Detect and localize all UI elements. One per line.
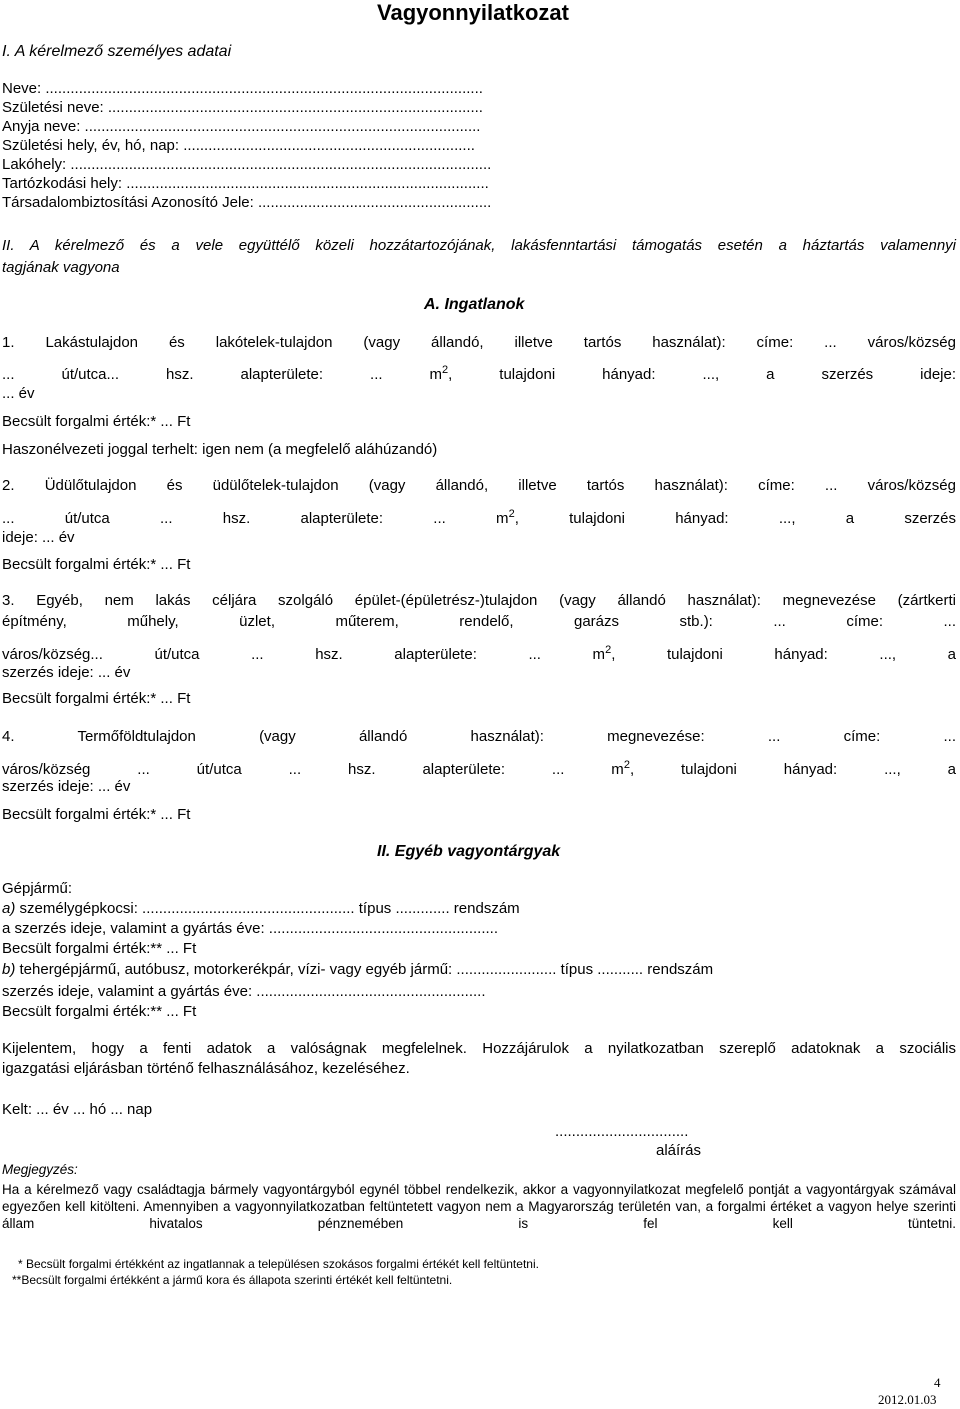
item1-value: Becsült forgalmi érték:* ... Ft: [2, 413, 191, 430]
item3-line2: építmény, műhely, üzlet, műterem, rendelő, garázs stb.): ... címe: ...: [2, 613, 956, 630]
declaration-line1: Kijelentem, hogy a fenti adatok a valóságnak megfelelnek. Hozzájárulok a nyilatkozatban szereplő adatoknak a szociális: [2, 1040, 956, 1057]
item2-line2: ... út/utca ... hsz. alapterülete: ... $m^2$, tulajdoni hányad: ..., a szerzés: [2, 508, 957, 527]
item4-line2: város/község ... út/utca ... hsz. alapterülete: ... $m^2$, tulajdoni hányad: ..., a: [2, 759, 956, 778]
item4-line3: szerzés ideje: ... év: [2, 778, 131, 795]
page-number: 4: [934, 1375, 941, 1390]
item2-value: Becsült forgalmi érték:* ... Ft: [2, 556, 191, 573]
field-temporary-residence: Tartózkodási hely: .......................................................................................: [2, 175, 489, 192]
other-vehicle-line1: b) tehergépjármű, autóbusz, motorkerékpár, vízi- vagy egyéb jármű: ........................ típus ........... rendszám: [2, 961, 714, 978]
section1-heading: I. A kérelmező személyes adatai: [2, 43, 232, 60]
car-value: Becsült forgalmi érték:** ... Ft: [2, 940, 197, 957]
field-mother-name: Anyja neve: ...............................................................................................: [2, 118, 481, 135]
field-birth-name: Születési neve: ..........................................................................................: [2, 99, 483, 116]
section2-heading-cont: tagjának vagyona: [2, 259, 120, 276]
page-title: Vagyonnyilatkozat: [377, 0, 569, 25]
note-text: Ha a kérelmező vagy családtagja bármely vagyontárgyból egynél többel rendelkezik, akkor a vagyonnyilatkozat megfelelő pontját a vagyontárgyak számával egyezően kell kitölteni. Amennyiben a vagyonnyilatkozatban feltüntetett vagyon nem a Magyarország területén van, a forgalmi értéket a vagyon helye szerinti állam hivatalos pénznemében is fel kell tüntetni.: [2, 1182, 956, 1231]
declaration-line2: igazgatási eljárásban történő felhasználásához, kezeléséhez.: [2, 1060, 410, 1077]
signature-dots: ................................: [555, 1123, 689, 1140]
field-residence: Lakóhely: .....................................................................................................: [2, 156, 492, 173]
field-name: Neve: .........................................................................................................: [2, 80, 483, 97]
field-birth-place-date: Születési hely, év, hó, nap: ......................................................................: [2, 137, 475, 154]
footnote-real-estate: * Becsült forgalmi értékként az ingatlannak a településen szokásos forgalmi értékét kell feltüntetni.: [18, 1257, 539, 1271]
item4-line1: 4. Termőföldtulajdon (vagy állandó használat): megnevezése: ... címe: ...: [2, 728, 956, 745]
date-line: Kelt: ... év ... hó ... nap: [2, 1101, 153, 1118]
field-social-security-id: Társadalombiztosítási Azonosító Jele: ........................................................: [2, 194, 492, 211]
item3-line1: 3. Egyéb, nem lakás céljára szolgáló épület-(épületrész-)tulajdon (vagy állandó használat): megnevezése (zártkerti: [2, 592, 956, 609]
item3-value: Becsült forgalmi érték:* ... Ft: [2, 690, 191, 707]
real-estate-subheading: A. Ingatlanok: [424, 296, 525, 313]
other-assets-heading: II. Egyéb vagyontárgyak: [377, 843, 561, 860]
other-vehicle-value: Becsült forgalmi érték:** ... Ft: [2, 1003, 197, 1020]
item4-value: Becsült forgalmi érték:* ... Ft: [2, 806, 191, 823]
car-line2: a szerzés ideje, valamint a gyártás éve: .......................................................: [2, 920, 499, 937]
item1-usufruct: Haszonélvezeti joggal terhelt: igen nem (a megfelelő aláhúzandó): [2, 441, 438, 458]
section2-heading: II. A kérelmező és a vele együttélő közeli hozzátartozójának, lakásfenntartási támogatás esetén a háztartás valamennyi: [2, 237, 956, 254]
item1-line3: ... év: [2, 385, 35, 402]
item2-line3: ideje: ... év: [2, 529, 75, 546]
footnote-vehicle: **Becsült forgalmi értékként a jármű kora és állapota szerinti értékét kell feltüntetni.: [12, 1273, 453, 1287]
signature-label: aláírás: [656, 1142, 702, 1159]
item2-line1: 2. Üdülőtulajdon és üdülőtelek-tulajdon (vagy állandó, illetve tartós használat): címe: ... város/község: [2, 477, 956, 494]
other-vehicle-line2: szerzés ideje, valamint a gyártás éve: .......................................................: [2, 983, 486, 1000]
item3-line3: város/község... út/utca ... hsz. alapterülete: ... $m^2$, tulajdoni hányad: ..., a: [2, 644, 957, 663]
note-label: Megjegyzés:: [2, 1162, 78, 1177]
car-line1: a) személygépkocsi: ................................................... típus ............. rendszám: [2, 900, 520, 917]
item1-line2: ... út/utca... hsz. alapterülete: ... $m^2$, tulajdoni hányad: ..., a szerzés ideje:: [2, 364, 957, 383]
vehicle-label: Gépjármű:: [2, 880, 73, 897]
item3-line4: szerzés ideje: ... év: [2, 664, 131, 681]
item1-line1: 1. Lakástulajdon és lakótelek-tulajdon (vagy állandó, illetve tartós használat): címe: ... város/község: [2, 334, 956, 351]
page-date: 2012.01.03: [878, 1392, 937, 1407]
